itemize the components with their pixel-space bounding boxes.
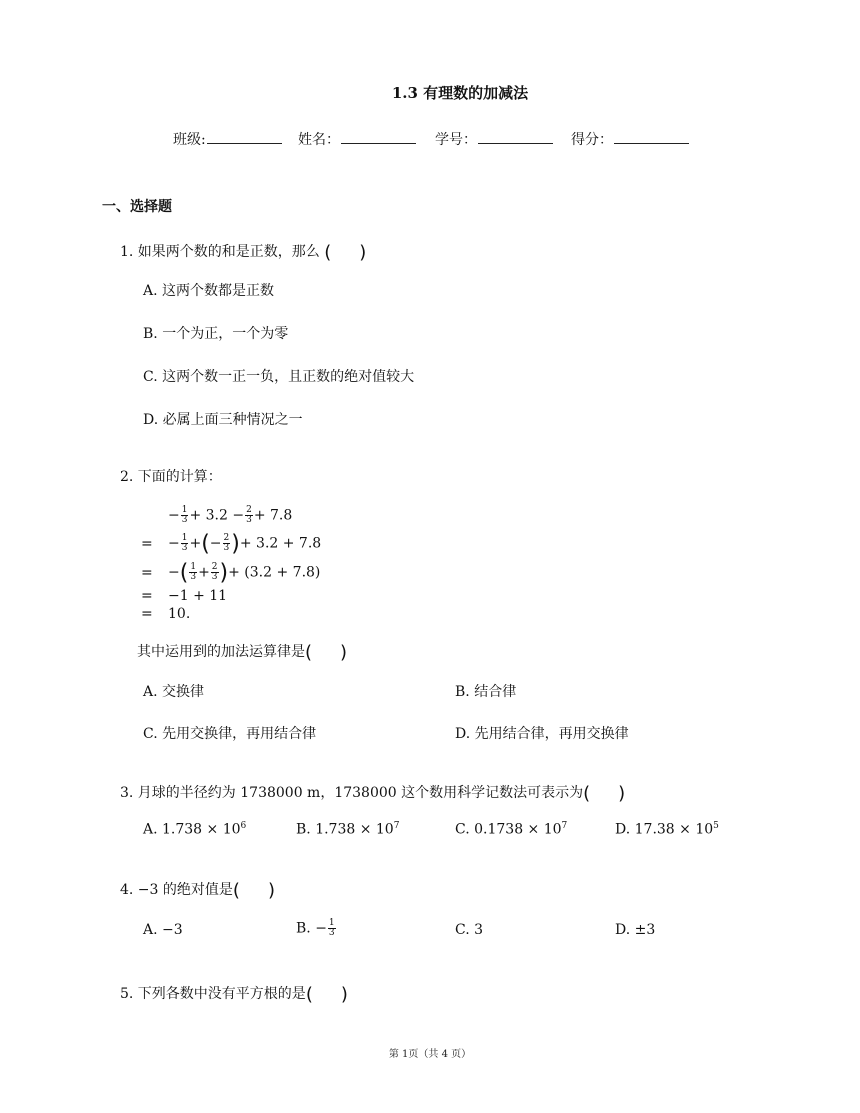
equals-sign: = (141, 588, 153, 604)
question-1-option-d[interactable]: D. 必属上面三种情况之一 (143, 412, 303, 428)
open-paren: ( (305, 642, 313, 663)
fraction: $\frac{2}{3}$ (223, 533, 230, 553)
open-paren: ( (324, 242, 332, 263)
question-3-text: 3. 月球的半径约为 1738000 m，1738000 这个数用科学记数法可表示为 (120, 785, 584, 801)
question-5-stem (120, 983, 348, 1003)
question-3-option-c[interactable]: C. $0.1738 \times 10^7$ (455, 821, 568, 838)
question-3-option-d[interactable]: D. $17.38 \times 10^5$ (615, 821, 719, 838)
equals-sign: = (141, 606, 153, 622)
calc-step-2: = − $\frac{1}{3}$ +(− $\frac{2}{3}$ )+ 3.2 + 7.8 (141, 531, 322, 557)
question-1-option-a[interactable]: A. 这两个数都是正数 (143, 283, 275, 299)
fraction: $\frac{1}{3}$ (328, 918, 335, 938)
question-2-text: 其中运用到的加法运算律是 (137, 644, 305, 660)
name-label: 姓名： (298, 132, 340, 148)
fraction: $\frac{2}{3}$ (211, 562, 218, 582)
class-label: 班级: (173, 132, 206, 148)
question-1-option-c[interactable]: C. 这两个数一正一负，且正数的绝对值较大 (143, 369, 415, 385)
class-field (173, 129, 282, 149)
question-3-stem (120, 782, 625, 802)
question-3-option-b[interactable]: B. $1.738 \times 10^7$ (296, 821, 400, 838)
student-id-blank[interactable] (478, 131, 553, 144)
question-4-stem (120, 879, 275, 899)
question-4-option-b[interactable]: B. − $\frac{1}{3}$ (296, 918, 335, 938)
question-3-option-a[interactable]: A. $1.738 \times 10^6$ (143, 821, 247, 838)
page-title: 1.3 有理数的加减法 (391, 84, 529, 102)
fraction: $\frac{1}{3}$ (181, 533, 188, 553)
open-paren: ( (305, 984, 313, 1005)
question-4-option-a[interactable]: A. −3 (143, 922, 183, 938)
student-id-field (435, 129, 553, 149)
question-4-option-c[interactable]: C. 3 (455, 922, 484, 938)
class-blank[interactable] (207, 131, 282, 144)
name-blank[interactable] (341, 131, 416, 144)
score-blank[interactable] (614, 131, 689, 144)
question-1-text: 1. 如果两个数的和是正数，那么 (120, 244, 320, 260)
close-paren: ) (340, 642, 348, 663)
close-paren: ) (618, 783, 626, 804)
equals-sign: = (141, 564, 153, 581)
calc-step-5: = 10. (141, 606, 191, 622)
close-paren: ) (340, 984, 348, 1005)
question-2-prompt (137, 641, 347, 661)
open-paren: ( (232, 880, 240, 901)
section-heading: 一、选择题 (102, 199, 172, 215)
fraction: $\frac{2}{3}$ (246, 505, 252, 525)
question-2-option-b[interactable]: B. 结合律 (455, 684, 517, 700)
question-1-stem (120, 241, 366, 261)
question-4-option-d[interactable]: D. ±3 (615, 922, 656, 938)
score-label: 得分： (571, 132, 613, 148)
calc-step-4: = −1 + 11 (141, 588, 228, 604)
name-field (298, 129, 416, 149)
open-paren: ( (583, 783, 591, 804)
question-2-stem: 2. 下面的计算： (120, 469, 222, 485)
question-5-text: 5. 下列各数中没有平方根的是 (120, 986, 306, 1002)
close-paren: ) (267, 880, 275, 901)
question-2-option-d[interactable]: D. 先用结合律，再用交换律 (455, 726, 629, 742)
equals-sign: = (141, 535, 153, 552)
page-footer: 第 1页（共 4 页） (388, 1049, 472, 1060)
calc-step-1: − $\frac{1}{3}$ + 3.2 − $\frac{2}{3}$ + 7.8 (168, 505, 293, 525)
question-1-option-b[interactable]: B. 一个为正，一个为零 (143, 326, 289, 342)
question-2-option-a[interactable]: A. 交换律 (143, 684, 205, 700)
score-field (571, 129, 689, 149)
calc-step-3: = −( $\frac{1}{3}$ + $\frac{2}{3}$ )+ (3.2 + 7.8) (141, 560, 321, 586)
close-paren: ) (359, 242, 367, 263)
fraction: $\frac{1}{3}$ (190, 562, 197, 582)
question-2-option-c[interactable]: C. 先用交换律，再用结合律 (143, 726, 317, 742)
student-id-label: 学号： (435, 132, 477, 148)
fraction: $\frac{1}{3}$ (181, 505, 188, 525)
question-4-text: 4. −3 的绝对值是 (120, 882, 233, 898)
